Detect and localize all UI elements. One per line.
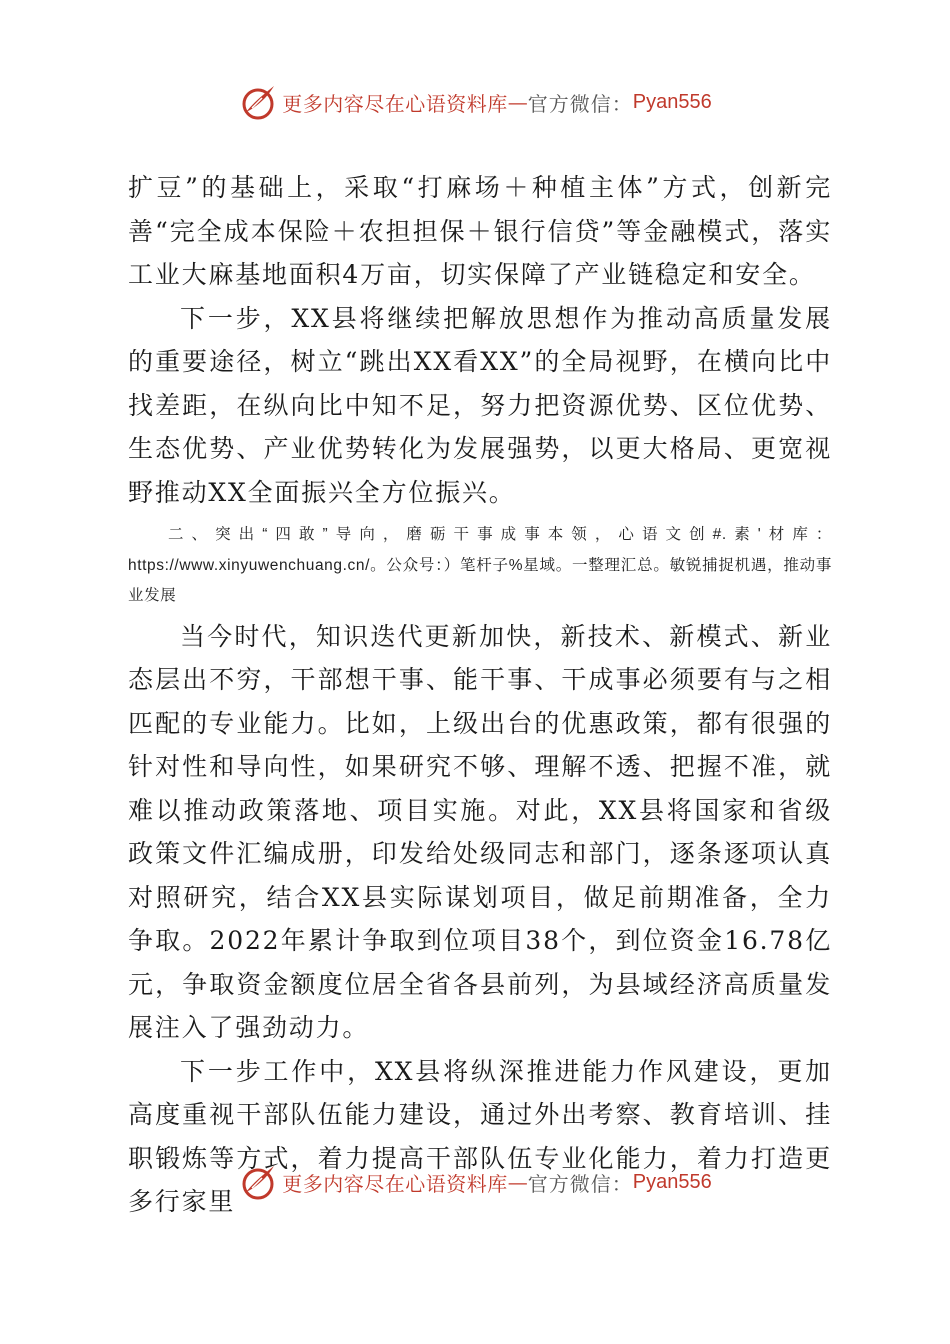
banner-separator: — [507,1170,528,1194]
header-banner [0,82,950,122]
banner-wechat-id: Pyan556 [632,90,712,113]
banner-wechat-id: Pyan556 [632,1170,712,1193]
banner-wechat-label: 官方微信： [527,1171,633,1196]
banner-text: 更多内容尽在心语资料库 [282,1171,508,1196]
banner-wechat-label: 官方微信： [527,91,633,116]
paragraph-2: 下一步，XX县将继续把解放思想作为推动高质量发展的重要途径，树立“跳出XX看XX”的全局视野，在横向比中找差距，在纵向比中知不足，努力把资源优势、区位优势、生态优势、产业优势转化为发展强势，以更大格局、更宽视野推动XX全面振兴全方位振兴。 [128,303,832,507]
paragraph-3: 当今时代，知识迭代更新加快，新技术、新模式、新业态层出不穷，干部想干事、能干事、干成事必须要有与之相匹配的专业能力。比如，上级出台的优惠政策，都有很强的针对性和导向性，如果研究不够、理解不透、把握不准，就难以推动政策落地、项目实施。对此，XX县将国家和省级政策文件汇编成册，印发给处级同志和部门，逐条逐项认真对照研究，结合XX县实际谋划项目，做足前期准备，全力争取。2022年累计争取到位项目38个，到位资金16.78亿元，争取资金额度位居全省各县前列，为县域经济高质量发展注入了强劲动力。 [128,621,832,1042]
quill-logo-icon [238,1162,278,1202]
quill-logo-icon [238,82,278,122]
document-body [128,166,832,1224]
section-heading: 二、突出“四敢”导向，磨砺干事成事本领，心语文创#.素'材库：https://www.xinyuwenchuang.cn/。公众号：）笔杆子%星域。一整理汇总。敏锐捕捉机遇，推动事业发展 [128,526,832,604]
footer-banner [0,1162,950,1202]
banner-text: 更多内容尽在心语资料库 [282,91,508,116]
paragraph-4: 下一步工作中，XX县将纵深推进能力作风建设，更加高度重视干部队伍能力建设，通过外出考察、教育培训、挂职锻炼等方式，着力提高干部队伍专业化能力，着力打造更多行家里 [128,1056,832,1216]
paragraph-1: 扩豆”的基础上，采取“打麻场＋种植主体”方式，创新完善“完全成本保险＋农担担保＋银行信贷”等金融模式，落实工业大麻基地面积4万亩，切实保障了产业链稳定和安全。 [128,173,832,289]
banner-separator: — [507,90,528,114]
